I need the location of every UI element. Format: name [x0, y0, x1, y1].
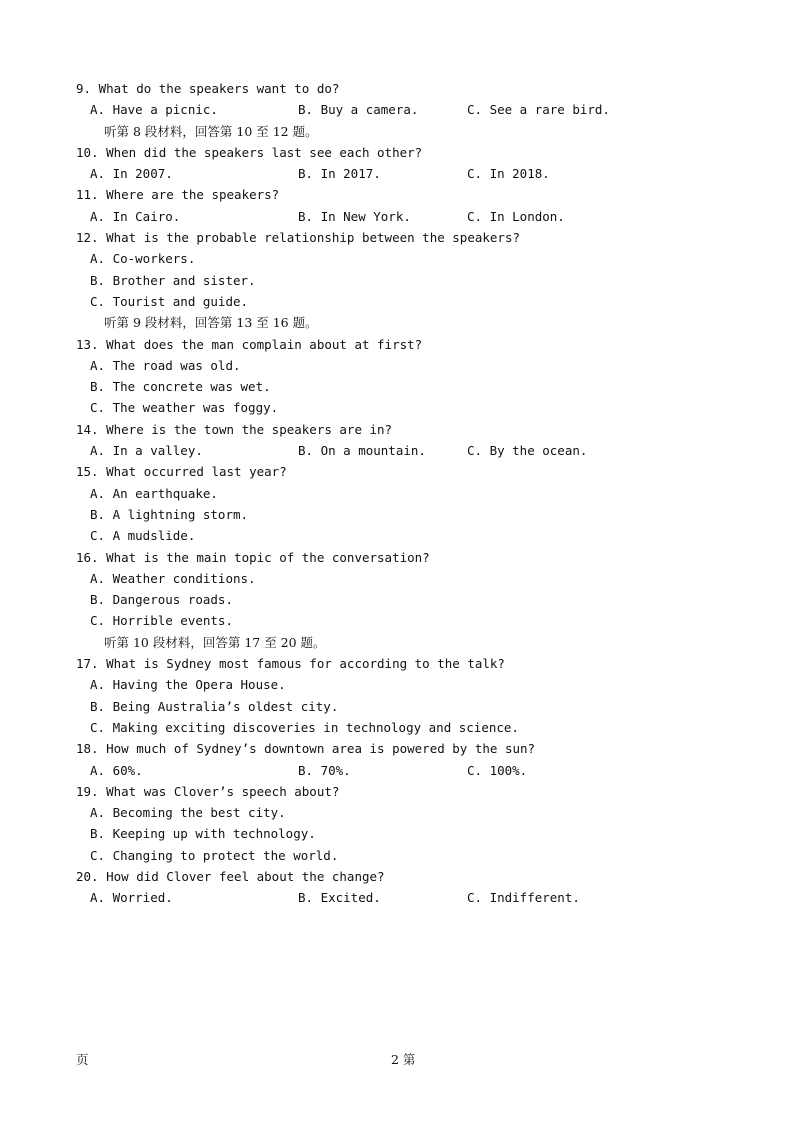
question-text: 18. How much of Sydney’s downtown area is powered by the sun? — [76, 741, 536, 757]
answer-option: A. Have a picnic. — [90, 102, 218, 118]
section-instruction: 听第 8 段材料，回答第 10 至 12 题。 — [104, 123, 318, 139]
answer-option: C. Making exciting discoveries in technology and science. — [90, 719, 519, 735]
answer-option: B. The concrete was wet. — [90, 379, 271, 395]
answer-option: C. See a rare bird. — [467, 102, 610, 118]
answer-option: B. In 2017. — [298, 166, 381, 182]
answer-option: C. By the ocean. — [467, 443, 588, 459]
answer-option: A. Worried. — [90, 890, 173, 906]
options-row — [76, 760, 736, 781]
answer-option: B. In New York. — [298, 208, 411, 224]
answer-option: A. Having the Opera House. — [90, 677, 286, 693]
answer-option: A. In a valley. — [90, 443, 203, 459]
question-text: 9. What do the speakers want to do? — [76, 81, 340, 96]
options-row — [76, 163, 736, 184]
options-row — [76, 440, 736, 461]
answer-option: C. Changing to protect the world. — [90, 847, 339, 863]
answer-option: A. 60%. — [90, 762, 143, 778]
question-text: 11. Where are the speakers? — [76, 187, 280, 203]
footer-left-text: 页 — [76, 1052, 89, 1067]
question-text: 12. What is the probable relationship between the speakers? — [76, 230, 521, 246]
answer-option: C. In 2018. — [467, 166, 550, 182]
section-instruction: 听第 9 段材料，回答第 13 至 16 题。 — [104, 315, 318, 331]
question-text: 16. What is the main topic of the conversation? — [76, 549, 430, 565]
answer-option: B. On a mountain. — [298, 443, 426, 459]
question-list — [76, 78, 736, 909]
question-text: 10. When did the speakers last see each other? — [76, 144, 423, 160]
answer-option: C. A mudslide. — [90, 528, 196, 544]
answer-option: B. Buy a camera. — [298, 102, 419, 118]
answer-option: B. A lightning storm. — [90, 506, 249, 522]
answer-option: C. In London. — [467, 208, 565, 224]
options-row — [76, 206, 736, 227]
answer-option: B. 70%. — [298, 762, 351, 778]
answer-option: C. 100%. — [467, 762, 528, 778]
answer-option: A. Weather conditions. — [90, 570, 256, 586]
answer-option: A. Becoming the best city. — [90, 805, 286, 821]
answer-option: B. Dangerous roads. — [90, 592, 233, 608]
answer-option: C. The weather was foggy. — [90, 400, 279, 416]
answer-option: A. Co-workers. — [90, 251, 196, 267]
footer-page-number: 2 第 — [391, 1052, 416, 1067]
options-row — [76, 887, 736, 908]
answer-option: A. In 2007. — [90, 166, 173, 182]
answer-option: B. Excited. — [298, 890, 381, 906]
answer-option: A. The road was old. — [90, 357, 241, 373]
answer-option: A. In Cairo. — [90, 208, 181, 224]
answer-option: B. Brother and sister. — [90, 272, 256, 288]
question-text: 17. What is Sydney most famous for according to the talk? — [76, 656, 505, 672]
answer-option: B. Keeping up with technology. — [90, 826, 316, 842]
question-text: 15. What occurred last year? — [76, 464, 287, 480]
answer-option: A. An earthquake. — [90, 485, 218, 501]
section-instruction: 听第 10 段材料，回答第 17 至 20 题。 — [104, 634, 326, 650]
question-text: 20. How did Clover feel about the change? — [76, 868, 385, 884]
answer-option: C. Indifferent. — [467, 890, 580, 906]
question-text: 13. What does the man complain about at first? — [76, 336, 423, 352]
answer-option: B. Being Australia’s oldest city. — [90, 698, 339, 714]
question-text: 19. What was Clover’s speech about? — [76, 783, 340, 799]
options-row — [76, 99, 736, 120]
answer-option: C. Tourist and guide. — [90, 293, 249, 309]
question-text: 14. Where is the town the speakers are in? — [76, 421, 393, 437]
answer-option: C. Horrible events. — [90, 613, 233, 629]
